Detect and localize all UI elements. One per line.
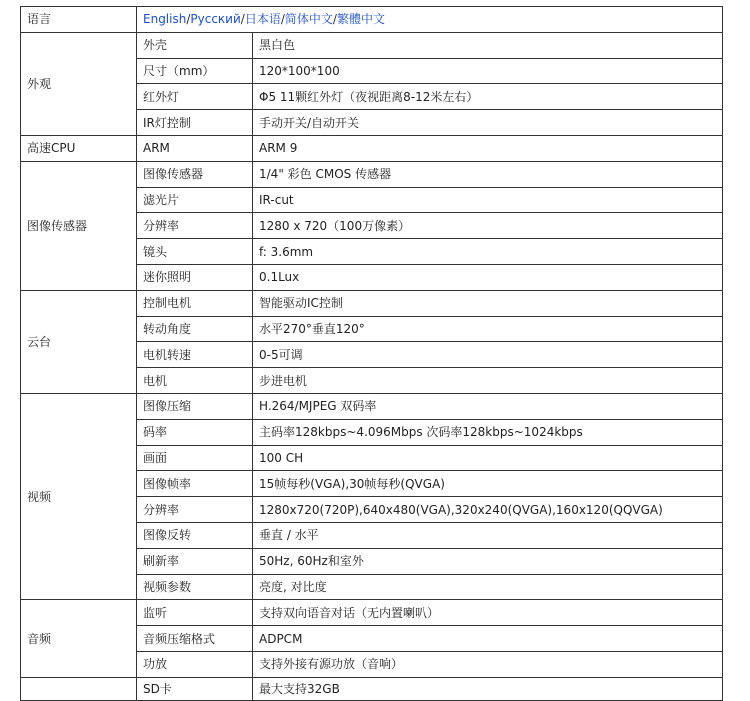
spec-value: 120*100*100	[253, 58, 723, 84]
spec-value: 主码率128kbps~4.096Mbps 次码率128kbps~1024kbps	[253, 419, 723, 445]
spec-value: 黑白色	[253, 32, 723, 58]
spec-row	[21, 32, 723, 58]
section-label: 外观	[21, 32, 137, 135]
spec-value: 支持双向语音对话（无内置喇叭）	[253, 600, 723, 626]
spec-key: 图像反转	[137, 522, 253, 548]
spec-value: 步进电机	[253, 368, 723, 394]
spec-row	[21, 393, 723, 419]
lang-simplified-chinese-link[interactable]: 简体中文	[284, 12, 333, 27]
spec-key: 迷你照明	[137, 264, 253, 290]
spec-value: f: 3.6mm	[253, 239, 723, 265]
spec-key: 分辨率	[137, 497, 253, 523]
language-row	[21, 7, 723, 33]
spec-value: 0-5可调	[253, 342, 723, 368]
spec-key: 画面	[137, 445, 253, 471]
spec-row	[21, 161, 723, 187]
section-label: 视频	[21, 393, 137, 599]
spec-row	[21, 290, 723, 316]
spec-key: 码率	[137, 419, 253, 445]
language-options: English/Pусский/日本语/简体中文/繁體中文	[137, 7, 723, 33]
lang-english-link[interactable]: English	[143, 12, 187, 27]
spec-key: 红外灯	[137, 84, 253, 110]
spec-value: ADPCM	[253, 626, 723, 652]
spec-value: 支持外接有源功放（音响）	[253, 651, 723, 677]
spec-key: 刷新率	[137, 548, 253, 574]
spec-value: 亮度, 对比度	[253, 574, 723, 600]
spec-value: 50Hz, 60Hz和室外	[253, 548, 723, 574]
spec-key: 图像压缩	[137, 393, 253, 419]
section-label: 音频	[21, 600, 137, 677]
lang-traditional-chinese-link[interactable]: 繁體中文	[336, 12, 385, 27]
spec-value: 水平270°垂直120°	[253, 316, 723, 342]
spec-value: 垂直 / 水平	[253, 522, 723, 548]
spec-value: 100 CH	[253, 445, 723, 471]
spec-key: 滤光片	[137, 187, 253, 213]
spec-key: 尺寸（mm）	[137, 58, 253, 84]
spec-key: 电机	[137, 368, 253, 394]
spec-key: IR灯控制	[137, 110, 253, 136]
spec-value: IR-cut	[253, 187, 723, 213]
spec-value: 1/4" 彩色 CMOS 传感器	[253, 161, 723, 187]
lang-japanese-link[interactable]: 日本语	[244, 12, 281, 27]
section-label: 高速CPU	[21, 135, 137, 161]
spec-value: 0.1Lux	[253, 264, 723, 290]
spec-value: 15帧每秒(VGA),30帧每秒(QVGA)	[253, 471, 723, 497]
spec-value: 智能驱动IC控制	[253, 290, 723, 316]
spec-key: 外壳	[137, 32, 253, 58]
spec-value: 1280x720(720P),640x480(VGA),320x240(QVGA),160x120(QQVGA)	[253, 497, 723, 523]
spec-table	[20, 6, 723, 701]
spec-key: SD卡	[137, 677, 253, 700]
spec-key: 视频参数	[137, 574, 253, 600]
spec-key: 控制电机	[137, 290, 253, 316]
spec-key: 图像传感器	[137, 161, 253, 187]
spec-value: 1280 x 720（100万像素）	[253, 213, 723, 239]
spec-key: 电机转速	[137, 342, 253, 368]
spec-key: 转动角度	[137, 316, 253, 342]
section-label: 云台	[21, 290, 137, 393]
spec-key: 功放	[137, 651, 253, 677]
lang-russian-link[interactable]: Pусский	[190, 12, 241, 27]
spec-key: 镜头	[137, 239, 253, 265]
spec-key: 监听	[137, 600, 253, 626]
spec-key: 图像帧率	[137, 471, 253, 497]
spec-key: 分辨率	[137, 213, 253, 239]
spec-value: ARM 9	[253, 135, 723, 161]
spec-value: H.264/MJPEG 双码率	[253, 393, 723, 419]
spec-value: Φ5 11颗红外灯（夜视距离8-12米左右）	[253, 84, 723, 110]
spec-key: ARM	[137, 135, 253, 161]
language-label: 语言	[21, 7, 137, 33]
spec-row	[21, 135, 723, 161]
spec-row	[21, 600, 723, 626]
spec-value: 最大支持32GB	[253, 677, 723, 700]
section-label: 图像传感器	[21, 161, 137, 290]
spec-key: 音频压缩格式	[137, 626, 253, 652]
spec-value: 手动开关/自动开关	[253, 110, 723, 136]
